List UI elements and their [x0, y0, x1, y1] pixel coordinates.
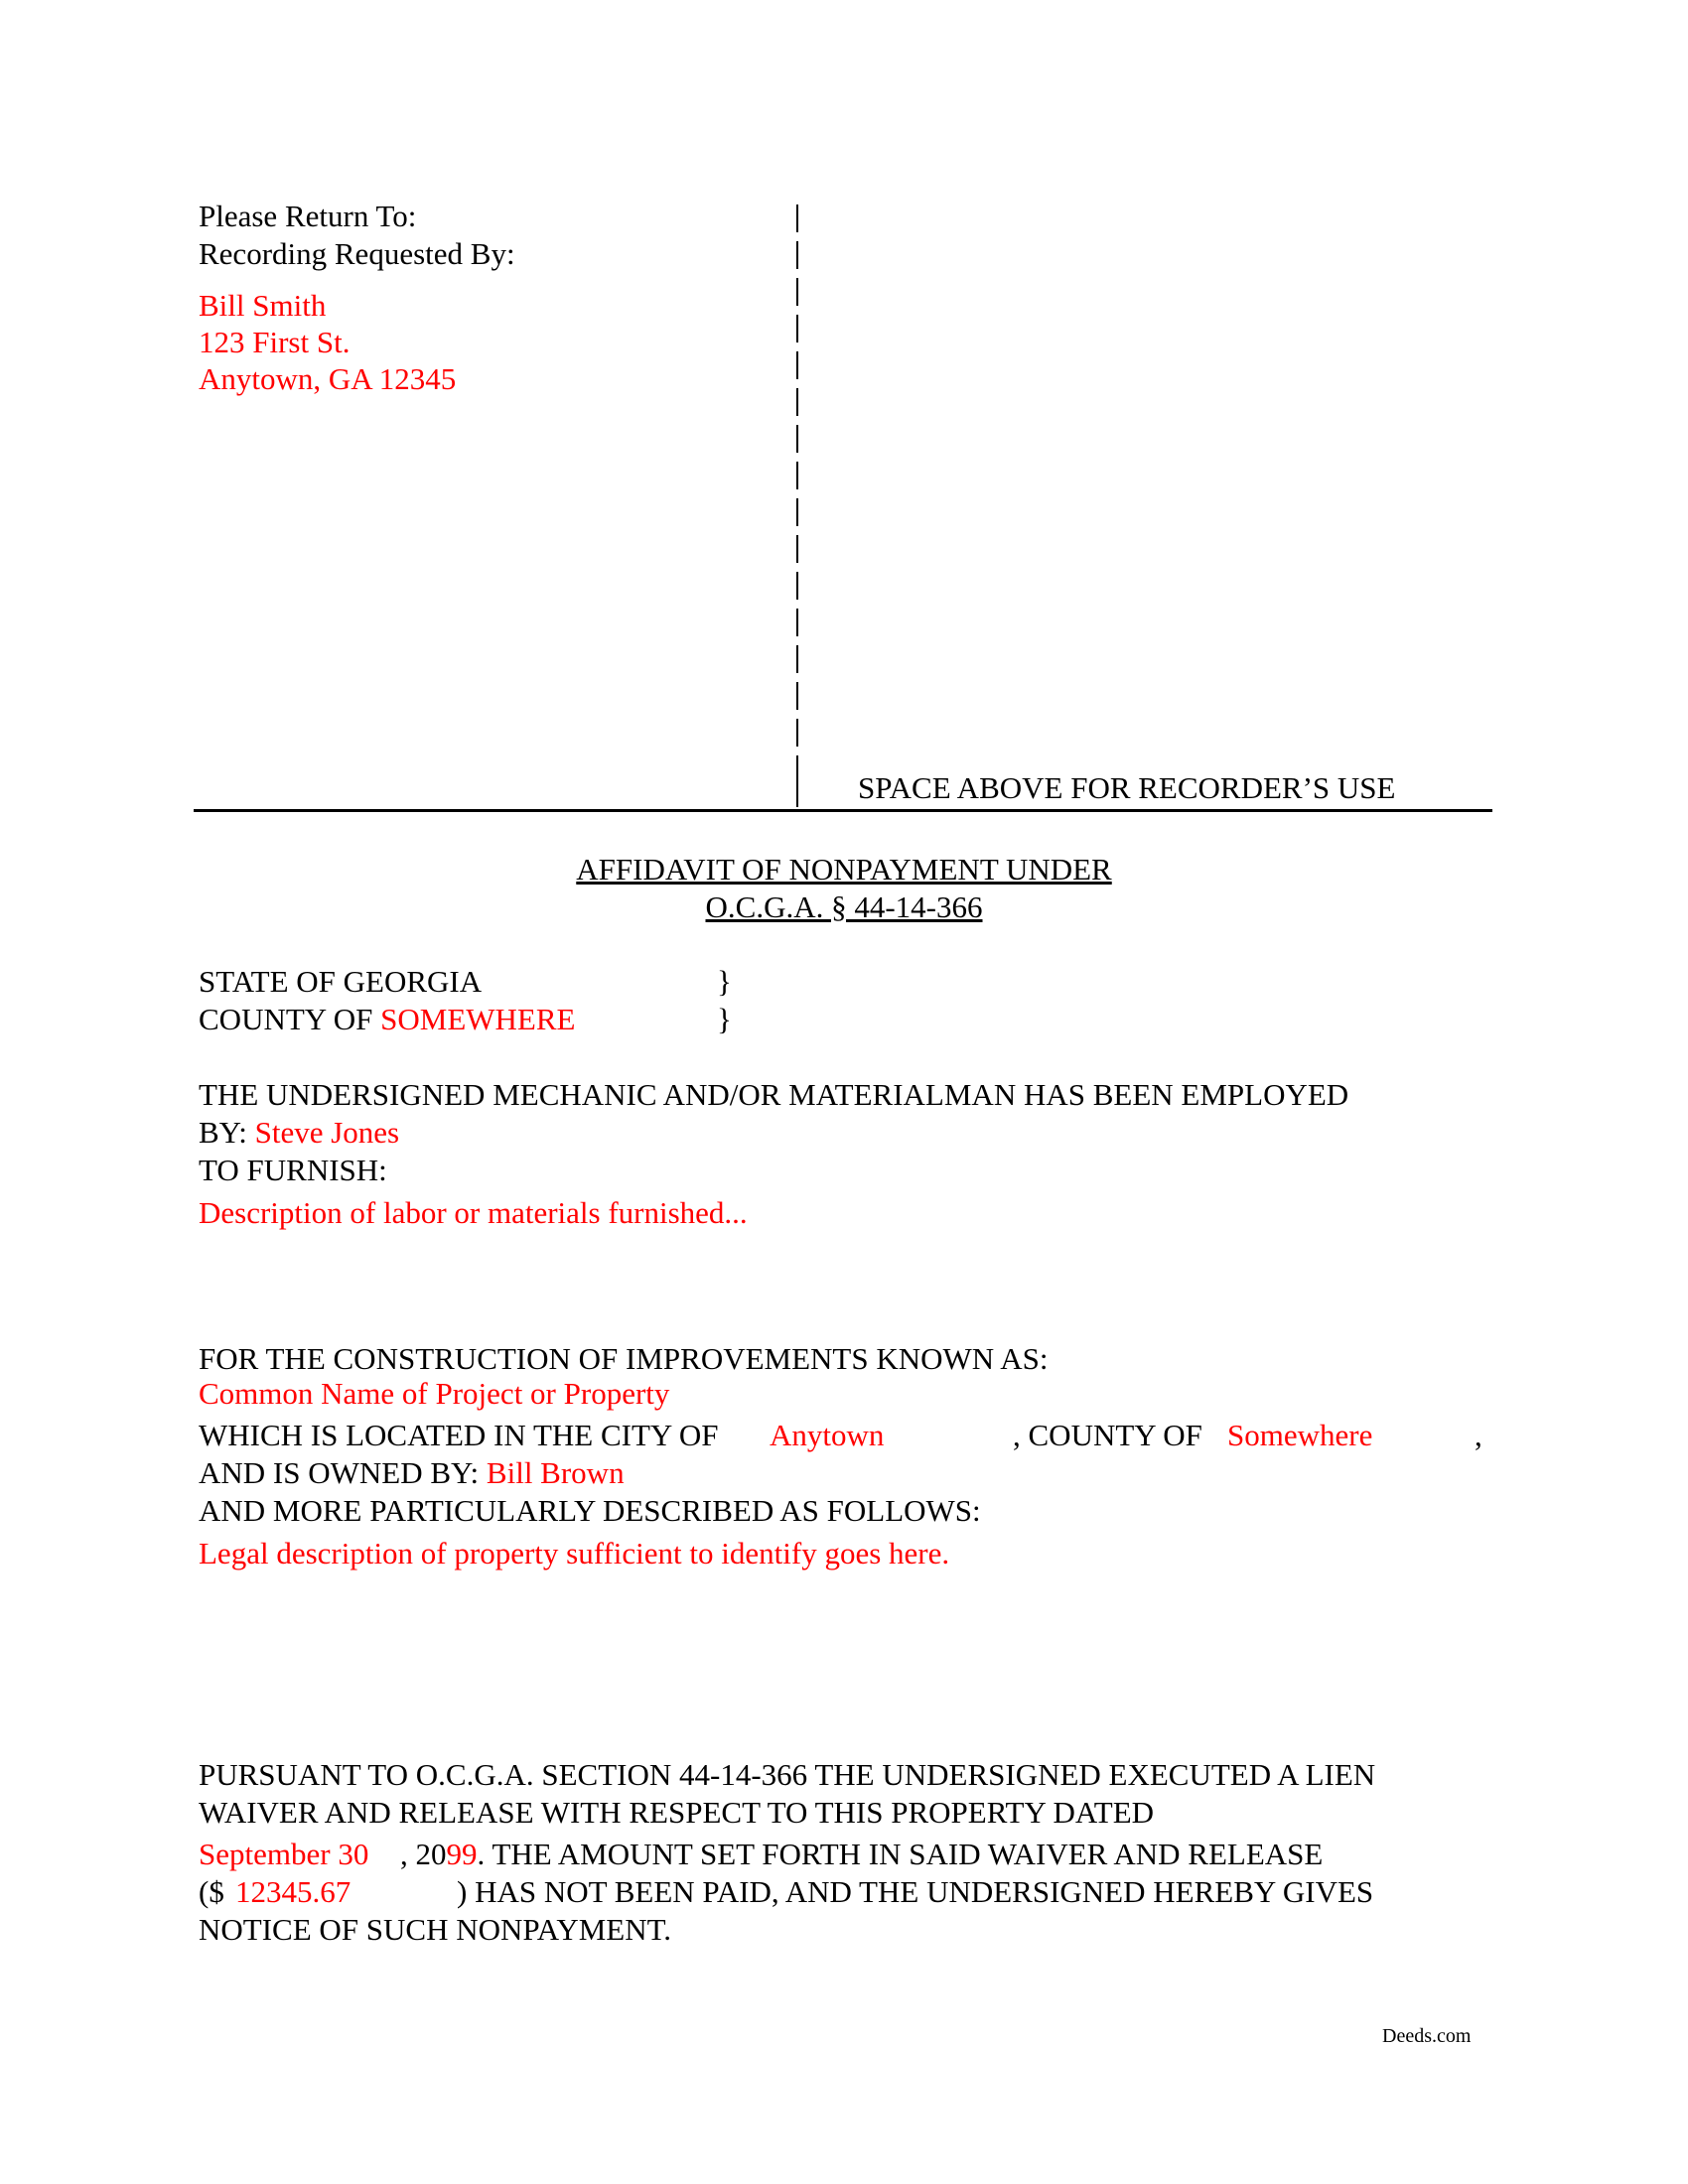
venue-state: STATE OF GEORGIA	[199, 964, 483, 999]
year-prefix: , 20	[400, 1837, 447, 1871]
county-label: , COUNTY OF	[1013, 1418, 1202, 1452]
footer-brand: Deeds.com	[1382, 2025, 1472, 2047]
furnish-description: Description of labor or materials furnished...	[199, 1195, 748, 1230]
construction-label: FOR THE CONSTRUCTION OF IMPROVEMENTS KNOWN AS:	[199, 1341, 1049, 1376]
venue-county-value: SOMEWHERE	[380, 1002, 576, 1036]
owner-value: Bill Brown	[486, 1455, 625, 1490]
venue-brace-county: }	[717, 1002, 732, 1036]
pursuant-line-3	[400, 1836, 1323, 1873]
pursuant-line-1: PURSUANT TO O.C.G.A. SECTION 44-14-366 THE UNDERSIGNED EXECUTED A LIEN	[199, 1757, 1376, 1792]
legal-description: Legal description of property sufficient to identify goes here.	[199, 1536, 950, 1570]
employer-name: Steve Jones	[254, 1115, 400, 1150]
city-label: WHICH IS LOCATED IN THE CITY OF	[199, 1418, 719, 1452]
document-title: AFFIDAVIT OF NONPAYMENT UNDER	[576, 852, 1112, 887]
owner-label: AND IS OWNED BY:	[199, 1455, 480, 1490]
recording-requested-label: Recording Requested By:	[199, 236, 515, 271]
requester-city-state-zip: Anytown, GA 12345	[199, 361, 457, 396]
venue-brace-state: }	[717, 964, 732, 999]
waiver-date: September 30	[199, 1837, 369, 1871]
city-value: Anytown	[770, 1418, 885, 1452]
described-label: AND MORE PARTICULARLY DESCRIBED AS FOLLOWS:	[199, 1493, 981, 1528]
return-to-label: Please Return To:	[199, 199, 417, 233]
requester-address: 123 First St.	[199, 325, 351, 359]
employed-by	[199, 1114, 399, 1152]
document-statute: O.C.G.A. § 44-14-366	[705, 889, 983, 924]
year-value: 99	[446, 1837, 478, 1871]
header-rule	[194, 809, 1492, 812]
furnish-label: TO FURNISH:	[199, 1153, 387, 1187]
amount-open: ($	[199, 1874, 224, 1909]
venue-county	[199, 1001, 575, 1038]
project-name: Common Name of Project or Property	[199, 1376, 670, 1411]
employment-statement: THE UNDERSIGNED MECHANIC AND/OR MATERIALMAN HAS BEEN EMPLOYED	[199, 1077, 1349, 1112]
pursuant-line-4: ) HAS NOT BEEN PAID, AND THE UNDERSIGNED HEREBY GIVES	[457, 1874, 1374, 1909]
pursuant-line-2: WAIVER AND RELEASE WITH RESPECT TO THIS PROPERTY DATED	[199, 1795, 1155, 1830]
amount-value: 12345.67	[235, 1874, 352, 1909]
owner-line	[199, 1454, 625, 1492]
pursuant-line-3-rest: . THE AMOUNT SET FORTH IN SAID WAIVER AND RELEASE	[477, 1837, 1324, 1871]
requester-name: Bill Smith	[199, 288, 327, 323]
pursuant-line-5: NOTICE OF SUCH NONPAYMENT.	[199, 1912, 671, 1947]
employed-by-label: BY:	[199, 1115, 247, 1150]
venue-county-label: COUNTY OF	[199, 1002, 373, 1036]
county-value: Somewhere	[1227, 1418, 1373, 1452]
recorder-space-label: SPACE ABOVE FOR RECORDER’S USE	[858, 770, 1396, 805]
trailing-comma: ,	[1475, 1418, 1482, 1452]
